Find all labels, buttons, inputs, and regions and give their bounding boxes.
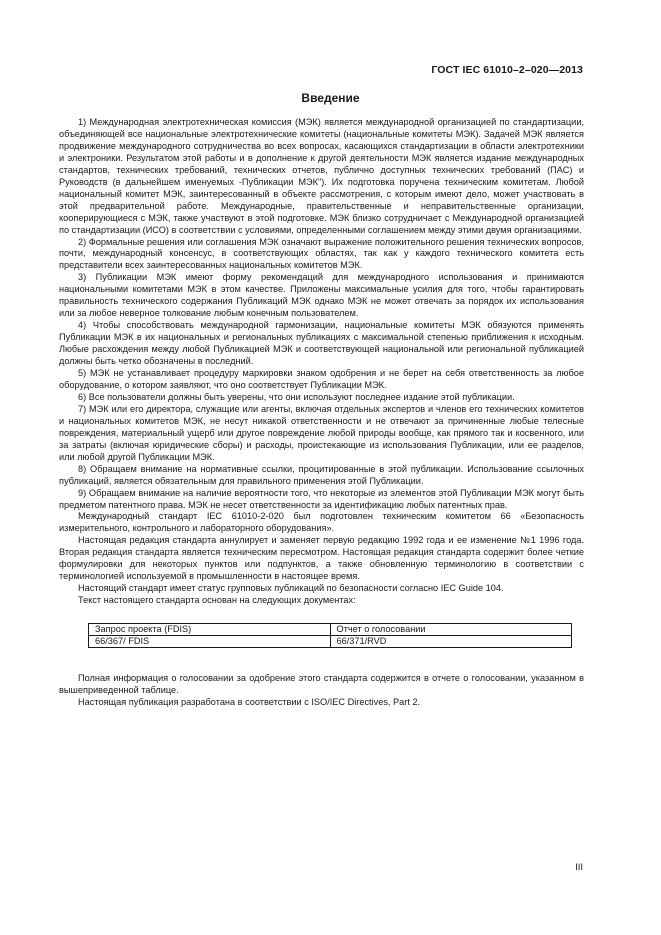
paragraph-5: 5) МЭК не устанавливает процедуру маркировки знаком одобрения и не берет на себя ответственность за любое оборудование, о котором заявляют, что оно соответствует Публикации МЭК.: [59, 368, 584, 390]
table-header-row: [89, 624, 572, 636]
paragraph-6: 6) Все пользователи должны быть уверены, что они используют последнее издание этой публикации.: [78, 391, 515, 402]
table-cell: 66/367/ FDIS: [89, 636, 331, 648]
paragraph-standard-info: Международный стандарт IEC 61010-2-020 был подготовлен техническим комитетом 66 «Безопасность измерительного, контрольного и лабораторного оборудования».: [59, 511, 584, 534]
page-number: III: [575, 862, 583, 873]
table-cell: 66/371/RVD: [330, 636, 572, 648]
paragraph-9: 9) Обращаем внимание на наличие вероятности того, что некоторые из элементов этой Публикации МЭК могут быть предметом патентного права. МЭК не несет ответственности за идентификацию любых патентных прав.: [59, 487, 584, 510]
table-header-cell: Отчет о голосовании: [330, 624, 572, 636]
document-body: [59, 117, 584, 709]
document-code: ГОСТ IEC 61010–2–020—2013: [431, 64, 583, 76]
paragraph-4: 4) Чтобы способствовать международной гармонизации, национальные комитеты МЭК обязуются применять Публикации МЭК в их национальных и региональных публикациях с максимальной степенью приближения к исходным. Любые расхождения между любой Публикацией МЭК и соответствующей национальной или региональной публикацией должны быть четко обозначены в последний.: [59, 320, 584, 367]
paragraph-3: 3) Публикации МЭК имеют форму рекомендаций для международного использования и принимаются национальными комитетами МЭК в этом качестве. Приложены максимальные усилия для того, чтобы гарантировать правильность технического содержания Публикаций МЭК однако МЭК не может отвечать за порядок их использования или за любое неверное толкование любым конечным пользователем.: [59, 272, 584, 319]
table-row: [89, 636, 572, 648]
paragraph-directives-info: Настоящая публикация разработана в соответствии с ISO/IEC Directives, Part 2.: [78, 696, 421, 707]
paragraph-status-info: Настоящий стандарт имеет статус групповых публикаций по безопасности согласно IEC Guide 104.: [78, 583, 504, 594]
paragraph-2: 2) Формальные решения или соглашения МЭК означают выражение положительного решения технических вопросов, почти, международный консенсус, в соответствующих областях, так как у каждого технического комитета есть представители всех заинтересованных национальных комитетов МЭК.: [59, 236, 584, 271]
paragraph-8: 8) Обращаем внимание на нормативные ссылки, процитированные в этой публикации. Использование ссылочных публикаций, является обязательным для правильного применения этой Публикации.: [59, 463, 584, 486]
paragraph-1: 1) Международная электротехническая комиссия (МЭК) является международной организацией по стандартизации, объединяющей все национальные электротехнические комитеты (национальные комитеты МЭК). Задачей МЭК является продвижение международного сотрудничества во всех вопросах, касающихся стандартизации в области электротехники и электроники. Результатом этой работы и в дополнение к другой деятельности МЭК является издание международных стандартов, технических требований, технических отчетов, публично доступных технических требований (ПАС) и Руководств (в дальнейшем именуемых -Публикации МЭК"). Их подготовка поручена техническим комитетам. Любой национальный комитет МЭК, заинтересованный в объекте рассмотрения, с которым имеют дело, может участвовать в этой предварительной работе. Международные, правительственные и неправительственные организации, кооперирующиеся с МЭК, также участвуют в этой подготовке. МЭК близко сотрудничает с Международной организацией по стандартизации (ИСО) в соответствии с условиями, определенными соглашением между этими двумя организациями.: [59, 117, 584, 235]
paragraph-edition-info: Настоящая редакция стандарта аннулирует и заменяет первую редакцию 1992 года и ее изменение №1 1996 года. Вторая редакция стандарта является техническим пересмотром. Настоящая редакция стандарта содержит более четкие формулировки для некоторых пунктов или подпунктов, а также обновленную терминологию в соответствии с терминологией используемой в промышленности в настоящее время.: [59, 535, 584, 582]
section-title: Введение: [301, 91, 360, 105]
paragraph-voting-info: Полная информация о голосовании за одобрение этого стандарта содержится в отчете о голосовании, указанном в вышеприведенной таблице.: [59, 673, 584, 696]
paragraph-table-intro: Текст настоящего стандарта основан на следующих документах:: [78, 595, 356, 606]
table-header-cell: Запрос проекта (FDIS): [89, 624, 331, 636]
voting-documents-table: [88, 623, 572, 648]
paragraph-7: 7) МЭК или его директора, служащие или агенты, включая отдельных экспертов и членов его технических комитетов и национальных комитетов МЭК, не несут никакой ответственности и не отвечают за причиненные любые телесные повреждения, материальный ущерб или другое повреждение любой природы вообще, как прямого так и косвенного, или за затраты (включая юридические сборы) и расходы, проистекающие из использования Публикации, или ее разделов, или любой другой Публикации МЭК.: [59, 403, 584, 462]
